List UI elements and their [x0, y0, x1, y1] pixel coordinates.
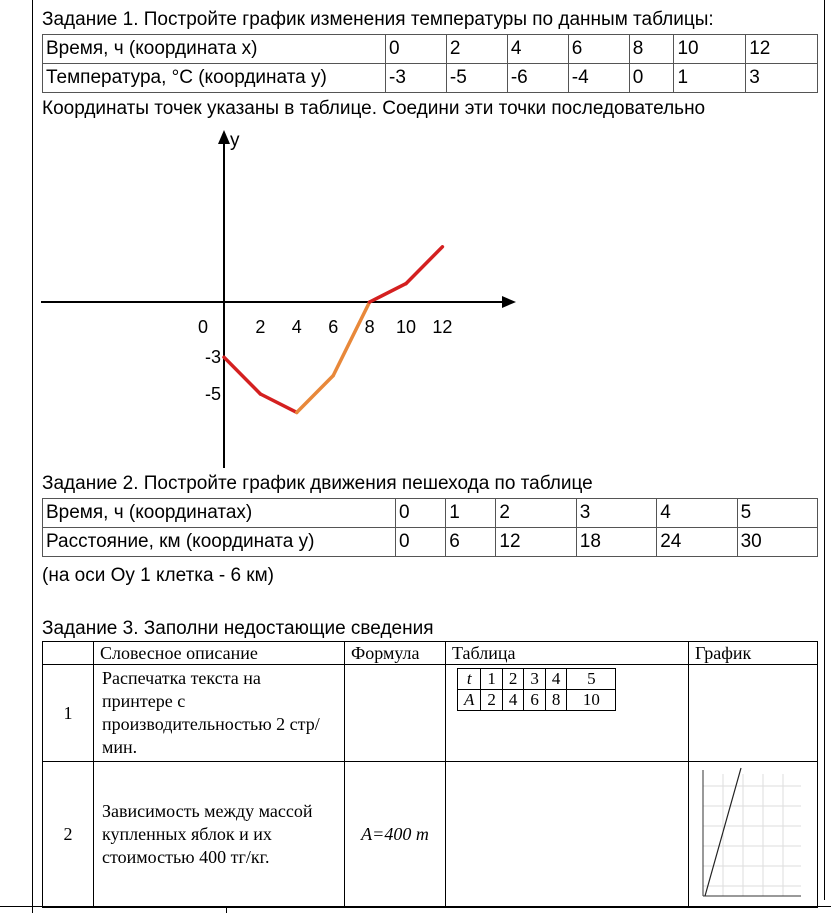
mini-table-cell: 6 — [524, 690, 546, 711]
task1-x-cell: 10 — [674, 35, 746, 64]
task3-header-num — [43, 642, 94, 665]
task3-row-2-graph-thumbnail — [693, 766, 805, 898]
series-segment — [260, 394, 296, 412]
mini-table-cell: 2 — [502, 669, 524, 690]
y-tick-label: -5 — [204, 384, 221, 404]
task1-x-cell: 4 — [507, 35, 568, 64]
task1-row-x-label: Время, ч (координата х) — [43, 35, 386, 64]
x-tick-label: 8 — [364, 317, 375, 337]
task1-y-cell: 3 — [746, 64, 818, 93]
task1-x-cell: 2 — [446, 35, 507, 64]
page-bottom-rule — [0, 906, 831, 907]
task1-y-cell: -3 — [386, 64, 447, 93]
x-tick-label: 4 — [291, 317, 302, 337]
task1-x-cell: 6 — [568, 35, 629, 64]
task3-header-description: Словесное описание — [94, 642, 345, 665]
mini-table-row-a — [458, 690, 616, 711]
x-tick-label: 12 — [432, 317, 453, 337]
task2-y-cell: 0 — [396, 528, 446, 557]
mini-table-cell: 3 — [524, 669, 546, 690]
task3-header-row — [43, 642, 818, 665]
task1-row-y-label: Температура, °С (координата у) — [43, 64, 386, 93]
task2-y-cell: 6 — [446, 528, 496, 557]
mini-table-cell: 10 — [567, 690, 616, 711]
task1-x-cell: 12 — [746, 35, 818, 64]
y-axis-arrow-icon — [218, 130, 230, 144]
x-axis-arrow-icon — [502, 296, 516, 308]
page-bottom-tick — [226, 906, 227, 913]
task3-row-2-num: 2 — [43, 762, 94, 908]
task1-y-cell: 1 — [674, 64, 746, 93]
thumbnail-grid — [703, 774, 801, 896]
task2-x-cell: 5 — [737, 499, 817, 528]
task2-row-y-label: Расстояние, км (координата у) — [43, 528, 396, 557]
series-segment — [370, 284, 406, 302]
task3-row-1-num: 1 — [43, 665, 94, 762]
task1-x-cell: 8 — [629, 35, 674, 64]
x-tick-label: 2 — [255, 317, 266, 337]
task2-y-cell: 12 — [496, 528, 576, 557]
task2-y-cell: 24 — [657, 528, 737, 557]
series-segment — [333, 302, 369, 376]
series-segment — [406, 247, 442, 284]
task2-y-cell: 18 — [576, 528, 656, 557]
mini-table-row-t — [458, 669, 616, 690]
task3-row-1-mini-table — [457, 668, 616, 711]
task3-row-2-formula: A=400 m — [345, 762, 446, 908]
x-tick-label: 6 — [328, 317, 339, 337]
task2-table — [42, 498, 818, 557]
task1-x-cell: 0 — [386, 35, 447, 64]
series-segment — [297, 376, 333, 413]
task2-row-y — [43, 528, 818, 557]
task1-title: Задание 1. Постройте график изменения температуры по данным таблицы: — [42, 9, 714, 30]
task1-y-cell: -4 — [568, 64, 629, 93]
task2-note: (на оси Оу 1 клетка - 6 км) — [42, 565, 275, 586]
task1-instruction: Координаты точек указаны в таблице. Соедини эти точки последовательно — [42, 98, 706, 119]
mini-table-cell: 4 — [545, 669, 567, 690]
task2-row-x-label: Время, ч (координатах) — [43, 499, 396, 528]
mini-table-cell: A — [458, 690, 481, 711]
mini-table-cell: 1 — [481, 669, 503, 690]
series-segment — [224, 357, 260, 394]
task3-row-1-graph — [689, 665, 818, 762]
task3-row-1-description: Распечатка текста на принтере с производительностью 2 стр/мин. — [94, 665, 345, 762]
x-tick-label: 10 — [395, 317, 417, 337]
task3-row-1-table-cell — [446, 665, 689, 762]
y-axis-label: у — [230, 130, 240, 151]
task3-row-1 — [43, 665, 818, 762]
mini-table-cell: 4 — [502, 690, 524, 711]
task3-header-table: Таблица — [446, 642, 689, 665]
task2-x-cell: 4 — [657, 499, 737, 528]
mini-table-cell: 8 — [545, 690, 567, 711]
task3-row-2-graph — [689, 762, 818, 908]
task1-y-cell: 0 — [629, 64, 674, 93]
task3-title: Задание 3. Заполни недостающие сведения — [42, 618, 434, 639]
mini-table-cell: 2 — [481, 690, 503, 711]
task1-y-cell: -5 — [446, 64, 507, 93]
origin-label: 0 — [198, 317, 209, 337]
task2-y-cell: 30 — [737, 528, 817, 557]
task2-x-cell: 0 — [396, 499, 446, 528]
task3-header-formula: Формула — [345, 642, 446, 665]
task2-x-cell: 2 — [496, 499, 576, 528]
task2-x-cell: 3 — [576, 499, 656, 528]
task3-row-2-description: Зависимость между массой купленных яблок и их стоимостью 400 тг/кг. — [94, 762, 345, 908]
task2-row-x — [43, 499, 818, 528]
task3-table — [42, 641, 818, 908]
task3-row-2-table-cell — [446, 762, 689, 908]
task3-header-graph: График — [689, 642, 818, 665]
mini-table-cell: t — [458, 669, 481, 690]
task1-y-cell: -6 — [507, 64, 568, 93]
task3-row-2 — [43, 762, 818, 908]
task3-row-1-formula — [345, 665, 446, 762]
mini-table-cell: 5 — [567, 669, 616, 690]
y-tick-label: -3 — [204, 347, 221, 368]
task2-x-cell: 1 — [446, 499, 496, 528]
task2-title: Задание 2. Постройте график движения пешехода по таблице — [42, 473, 593, 494]
